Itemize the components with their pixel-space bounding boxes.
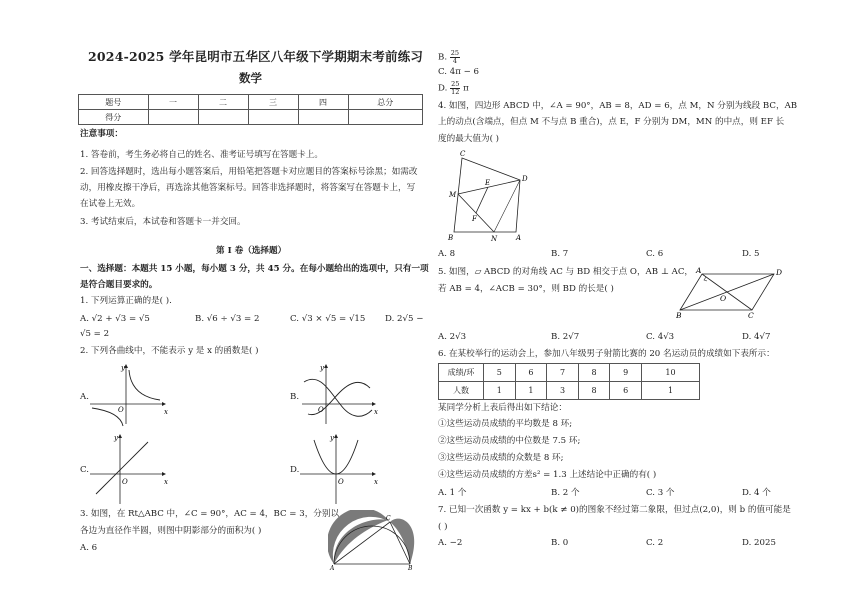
q7-option-a: A. −2	[438, 538, 463, 548]
score-table	[78, 94, 423, 125]
fig-label: B	[408, 565, 413, 570]
q5-line2: 若 AB = 4，∠ACB = 30°，则 BD 的长是( )	[438, 284, 614, 294]
q6-option-d: D. 4 个	[742, 488, 771, 498]
q6-table-cell: 9	[610, 364, 642, 382]
q2-graph-c	[90, 432, 170, 508]
section-intro: 一、选择题：本题共 15 小题，每小题 3 分，共 45 分。在每小题给出的选项中，只有一项	[80, 264, 429, 274]
exam-title: 2024-2025 学年昆明市五华区八年级下学期期末考前练习	[88, 49, 424, 64]
q1-option-d: D. 2√5 −	[385, 314, 424, 324]
fig-label: F	[472, 215, 477, 223]
q6-conclusion: ②这些运动员成绩的中位数是 7.5 环;	[438, 436, 581, 446]
score-cell	[298, 110, 348, 125]
score-cell	[248, 110, 298, 125]
origin-label: O	[118, 406, 124, 414]
q6-table-cell: 成绩/环	[439, 364, 484, 382]
note-line: 2. 回答选择题时，选出每小题答案后，用铅笔把答题卡对应题目的答案标号涂黑；如需改	[80, 167, 418, 177]
q5-option-d: D. 4√7	[742, 332, 771, 342]
q7-option-c: C. 2	[646, 538, 664, 548]
fraction-denominator: 12	[451, 87, 460, 96]
q6-conclusion: ①这些运动员成绩的平均数是 8 环;	[438, 419, 573, 429]
axis-x-label: x	[164, 408, 168, 416]
q6-table-cell: 1	[641, 382, 699, 400]
fig-label: O	[720, 294, 727, 303]
score-header-cell: 二	[198, 95, 248, 110]
q2-stem: 2. 下列各曲线中，不能表示 y 是 x 的函数是( )	[80, 346, 259, 356]
q4-option-a: A. 8	[438, 249, 456, 259]
q6-table-cell: 8	[578, 364, 610, 382]
fig-label: C	[386, 515, 391, 522]
q6-table-cell: 6	[610, 382, 642, 400]
q3-option-d	[438, 81, 469, 95]
q6-option-b: B. 2 个	[551, 488, 580, 498]
q2-graph-a	[90, 362, 170, 428]
q6-table-cell: 1	[484, 382, 516, 400]
q3-option-b	[438, 50, 460, 64]
score-header-cell: 三	[248, 95, 298, 110]
fraction-numerator: 25	[451, 80, 460, 88]
q7-line2: ( )	[438, 522, 448, 532]
q3-option-d-suffix: π	[463, 83, 469, 94]
q1-option-d-cont: √5 = 2	[80, 329, 110, 339]
section-intro: 是符合题目要求的。	[80, 280, 158, 290]
fraction-numerator: 25	[450, 49, 460, 57]
axis-y-label: y	[121, 364, 125, 372]
q1-stem: 1. 下列运算正确的是( ).	[80, 296, 172, 306]
q7-line1: 7. 已知一次函数 y = kx + b(k ≠ 0)的图象不经过第二象限，但过点(2,0)，则 b 的值可能是	[438, 505, 791, 515]
q6-line1: 6. 在某校举行的运动会上，参加八年级男子射箭比赛的 20 名运动员的成绩如下表所示：	[438, 349, 775, 359]
q3-line2: 各边为直径作半圆，则图中阴影部分的面积为( )	[80, 526, 262, 536]
q5-option-b: B. 2√7	[551, 332, 580, 342]
q5-figure	[676, 264, 788, 320]
q6-table-cell: 5	[484, 364, 516, 382]
q1-option-c: C. √3 × √5 = √15	[290, 314, 366, 324]
q6-table-cell: 10	[641, 364, 699, 382]
q6-table-cell: 8	[578, 382, 610, 400]
q6-option-c: C. 3 个	[646, 488, 675, 498]
q2-option-d: D.	[290, 465, 300, 475]
note-line: 动，用橡皮擦干净后，再选涂其他答案标号。回答非选择题时，将答案写在答题卡上，写	[80, 183, 416, 193]
fig-label: D	[776, 268, 783, 277]
axis-y-label: y	[320, 364, 324, 372]
fig-label: D	[522, 175, 528, 183]
score-cell	[148, 110, 198, 125]
q2-graph-d	[300, 432, 380, 508]
subject-title: 数学	[239, 71, 262, 85]
q4-line2: 上的动点(含端点，但点 M 不与点 B 重合)，点 E，F 分别为 DM，MN 的中点，则 EF 长	[438, 117, 785, 127]
q6-table-cell: 7	[547, 364, 579, 382]
origin-label: O	[318, 406, 324, 414]
q6-table-cell: 人数	[439, 382, 484, 400]
q2-option-b: B.	[290, 392, 300, 402]
q6-table-cell: 3	[547, 382, 579, 400]
q4-line1: 4. 如图，四边形 ABCD 中，∠A = 90°，AB = 8，AD = 6，点 M，N 分别为线段 BC，AB	[438, 101, 798, 111]
axis-x-label: x	[374, 478, 378, 486]
fig-label: C	[748, 311, 754, 320]
q6-line2: 某同学分析上表后得出如下结论：	[438, 403, 567, 413]
q3-option-c: C. 4π − 6	[438, 67, 479, 77]
axis-x-label: x	[164, 478, 168, 486]
notes-heading: 注意事项：	[80, 129, 123, 139]
q6-table	[438, 363, 700, 400]
q4-option-b: B. 7	[551, 249, 569, 259]
score-header-cell: 总分	[348, 95, 422, 110]
note-line: 在试卷上无效。	[80, 199, 141, 209]
axis-y-label: y	[114, 434, 118, 442]
fraction-denominator: 4	[452, 56, 457, 65]
q7-option-b: B. 0	[551, 538, 569, 548]
score-header-cell: 题号	[79, 95, 149, 110]
fig-label: A	[330, 565, 335, 570]
score-cell	[198, 110, 248, 125]
fig-label: N	[491, 235, 498, 243]
q3-option-d-label: D.	[438, 83, 448, 94]
q5-option-a: A. 2√3	[438, 332, 467, 342]
origin-label: O	[338, 478, 344, 486]
q6-conclusion: ④这些运动员成绩的方差s² = 1.3 上述结论中正确的有( )	[438, 470, 657, 480]
axis-x-label: x	[374, 408, 378, 416]
q4-option-d: D. 5	[742, 249, 760, 259]
q5-option-c: C. 4√3	[646, 332, 675, 342]
fig-label: E	[485, 179, 491, 187]
q1-option-a: A. √2 + √3 = √5	[80, 314, 150, 324]
q4-figure	[444, 150, 534, 244]
q5-line1: 5. 如图，▱ ABCD 的对角线 AC 与 BD 相交于点 O，AB ⊥ AC，	[438, 267, 694, 277]
q2-option-c: C.	[80, 465, 90, 475]
score-cell	[348, 110, 422, 125]
q2-graph-b	[300, 362, 380, 428]
q6-conclusion: ③这些运动员成绩的众数是 8 环;	[438, 453, 564, 463]
q6-table-cell: 1	[515, 382, 547, 400]
q3-option-a: A. 6	[80, 543, 98, 553]
q7-option-d: D. 2025	[742, 538, 776, 548]
note-line: 3. 考试结束后，本试卷和答题卡一并交回。	[80, 217, 246, 227]
q2-option-a: A.	[80, 392, 89, 402]
q1-option-b: B. √6 ÷ √3 = 2	[195, 314, 260, 324]
q3-figure	[328, 510, 428, 570]
fig-label: A	[516, 234, 522, 242]
fig-label: B	[448, 234, 454, 242]
fig-label: A	[696, 266, 702, 275]
axis-y-label: y	[330, 434, 334, 442]
fig-label: B	[676, 311, 682, 320]
section-title: 第 I 卷（选择题）	[216, 246, 287, 256]
q6-option-a: A. 1 个	[438, 488, 467, 498]
q4-option-c: C. 6	[646, 249, 664, 259]
score-header-cell: 四	[298, 95, 348, 110]
q6-table-cell: 6	[515, 364, 547, 382]
q3-line1: 3. 如图，在 Rt△ABC 中，∠C = 90°，AC = 4，BC = 3，分别以	[80, 509, 340, 519]
fig-label: M	[449, 191, 457, 199]
note-line: 1. 答卷前，考生务必将自己的姓名、准考证号填写在答题卡上。	[80, 150, 323, 160]
fig-label: C	[460, 150, 466, 158]
score-row-label: 得分	[79, 110, 149, 125]
q3-option-b-label: B.	[438, 52, 448, 63]
score-header-cell: 一	[148, 95, 198, 110]
q4-line3: 度的最大值为( )	[438, 134, 499, 144]
origin-label: O	[122, 478, 128, 486]
